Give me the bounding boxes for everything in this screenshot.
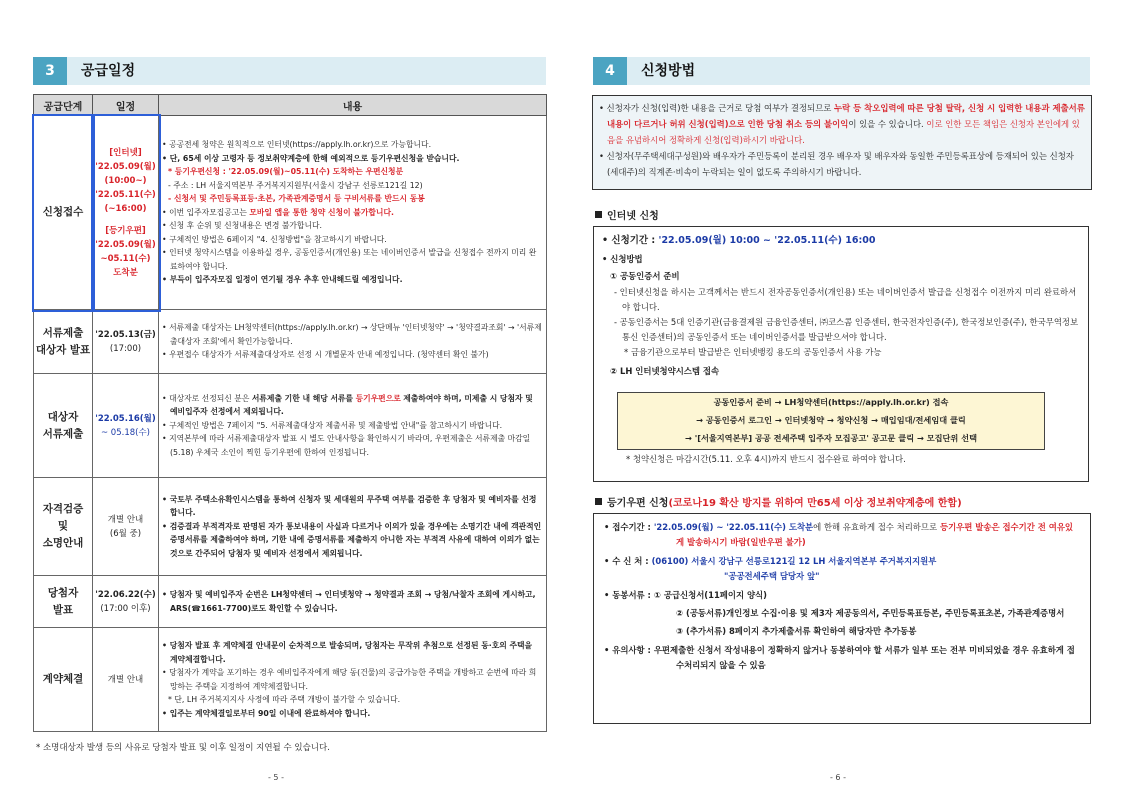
content-line: • 입주는 계약체결일로부터 90일 이내에 완료하셔야 합니다. (162, 707, 542, 721)
date-cell: 개별 안내 (93, 628, 159, 732)
content-line: • 공공전세 청약은 원칙적으로 인터넷(https://apply.lh.or.kr)으로 가능합니다. (162, 138, 542, 152)
internet-section-title: 인터넷 신청 (595, 207, 659, 222)
date-cell: '22.05.13(금) (17:00) (93, 310, 159, 374)
content-cell (159, 478, 547, 576)
mail-period: • 접수기간 : '22.05.09(월) ~ '22.05.11(수) 도착분에 한해 유효하게 접수 처리하므로 등기우편 발송은 접수기간 전 여유있게 발송하시기 바람(일반우편 불가) (604, 522, 1074, 547)
page-number: - 6 - (830, 773, 846, 782)
flow-note: * 청약신청은 마감시간(5.11. 오후 4시)까지 반드시 접수완료 하여야 합니다. (626, 454, 906, 464)
step1-title: ① 공동인증서 준비 (610, 271, 680, 281)
notice-line: • 신청자가 신청(입력)한 내용을 근거로 당첨 여부가 결정되므로 누락 등 착오입력에 따른 당첨 탈락, 신청 시 입력한 내용과 제출서류 내용이 다르거나 허위 신청(입력)으로 인한 당첨 취소 등의 불이익이 있을 수 있습니다. 이로 인한 모든 책임은 신청자 본인에게 있음을 유념하시어 정확하게 신청(입력)하시기 바랍니다. (599, 100, 1085, 148)
content-line: • 부득이 입주자모집 일정이 연기될 경우 추후 안내해드릴 예정입니다. (162, 273, 542, 287)
content-cell (159, 628, 547, 732)
content-line: • 당첨자가 계약을 포기하는 경우 예비입주자에게 해당 동(건물)의 공급가능한 주택을 개방하고 순번에 따라 희망하는 주택을 지정하여 계약체결합니다. (162, 666, 542, 693)
section-number: 3 (33, 57, 67, 85)
stage-cell: 대상자 서류제출 (34, 374, 93, 478)
mail-recipient-line2: "공공전세주택 담당자 앞" (724, 571, 820, 581)
content-line: • 국토부 주택소유확인시스템을 통하여 신청자 및 세대원의 무주택 여부를 검증한 후 당첨자 및 예비자를 선정합니다. (162, 493, 542, 520)
mail-box (593, 513, 1091, 724)
table-row-application (34, 116, 547, 310)
col-header-date: 일정 (93, 95, 159, 116)
col-header-content: 내용 (159, 95, 547, 116)
mail-doc-line: ③ (추가서류) 8페이지 추가제출서류 확인하여 해당자만 추가동봉 (676, 626, 917, 636)
date-internet: [인터넷] '22.05.09(월) (10:00~) '22.05.11(수) (~16:00) (95, 147, 156, 214)
content-line: • 신청 후 순위 및 신청내용은 변경 불가합니다. (162, 219, 542, 233)
mail-doc-line: ② (공동서류)개인정보 수집·이용 및 제3자 제공동의서, 주민등록표등본, 주민등록표초본, 가족관계증명서 (676, 608, 1065, 618)
step2-title: ② LH 인터넷청약시스템 접속 (610, 366, 720, 376)
schedule-table (33, 94, 547, 732)
mail-caution: • 유의사항 : 우편제출한 신청서 작성내용이 정확하지 않거나 동봉하여야 할 서류가 일부 또는 전부 미비되었을 경우 유효하게 접수처리되지 않을 수 있음 (604, 645, 1075, 670)
section-title: 신청방법 (641, 63, 696, 79)
content-line: • 검증결과 부적격자로 판명된 자가 통보내용이 사실과 다르거나 이의가 있을 경우에는 소명기간 내에 객관적인 증명서류를 제출하여야 하며, 기한 내에 증명서류를 제출하지 아니한 자는 부적격 사유에 대하여 이의가 없는 것으로 간주되어 당첨자 및 예비자 선정에서 제외됩니다. (162, 520, 542, 561)
step1-line: - 인터넷신청을 하시는 고객께서는 반드시 전자공동인증서(개인용) 또는 네이버인증서 발급을 신청접수 이전까지 미리 완료하셔야 합니다. (614, 287, 1077, 312)
content-line: • 구체적인 방법은 6페이지 "4. 신청방법"을 참고하시기 바랍니다. (162, 233, 542, 247)
content-cell (159, 576, 547, 628)
content-line: • 대상자로 선정되신 분은 서류제출 기한 내 해당 서류를 등기우편으로 제출하여야 하며, 미제출 시 당첨자 및 예비입주자 선정에서 제외됩니다. (162, 392, 542, 419)
mail-recipient: • 수 신 처 : (06100) 서울시 강남구 선릉로121길 12 LH 서울지역본부 주거복지지원부 (604, 556, 937, 566)
flow-line: → 공동인증서 로그인 → 인터넷청약 → 청약신청 → 매입임대/전세임대 클릭 (696, 415, 966, 425)
square-bullet-icon (595, 498, 602, 505)
date-cell: 개별 안내 (6월 중) (93, 478, 159, 576)
content-line: • 당첨자 발표 후 계약체결 안내문이 순차적으로 발송되며, 당첨자는 무작위 추첨으로 선정된 동·호의 주택을 계약체결합니다. (162, 639, 542, 666)
content-line: • 구체적인 방법은 7페이지 "5. 서류제출대상자 제출서류 및 제출방법 안내"를 참고하시기 바랍니다. (162, 419, 542, 433)
section-title: 공급일정 (81, 63, 136, 79)
stage-cell: 당첨자 발표 (34, 576, 93, 628)
stage-cell: 신청접수 (34, 116, 93, 310)
table-row-winner-announce (34, 576, 547, 628)
content-line: • 우편접수 대상자가 서류제출대상자로 선정 시 개별문자 안내 예정입니다. (청약센터 확인 불가) (162, 348, 542, 362)
content-line: • 인터넷 청약시스템을 이용하실 경우, 공동인증서(개인용) 또는 네이버인증서 발급을 신청접수 전까지 미리 완료하여야 합니다. (162, 246, 542, 273)
access-flow-box (617, 392, 1045, 450)
table-row-eligibility (34, 478, 547, 576)
mail-section-title: 등기우편 신청(코로나19 확산 방지를 위하여 만65세 이상 정보취약계층에 한함) (595, 494, 962, 509)
mail-docs: • 동봉서류 : ① 공급신청서(11페이지 양식) (604, 590, 767, 600)
content-cell (159, 374, 547, 478)
table-header-row (34, 95, 547, 116)
table-row-doc-target-announce (34, 310, 547, 374)
method-line: • 신청방법 (602, 254, 643, 264)
content-line: * 등기우편신청 : '22.05.09(월)~05.11(수) 도착하는 우편신청분 (168, 167, 404, 177)
stage-cell: 서류제출 대상자 발표 (34, 310, 93, 374)
notice-box (592, 95, 1092, 190)
content-line: • 이번 입주자모집공고는 모바일 앱을 통한 청약 신청이 불가합니다. (162, 206, 542, 220)
flow-line: 공동인증서 준비 → LH청약센터(https://apply.lh.or.kr) 접속 (713, 397, 949, 407)
stage-cell: 자격검증 및 소명안내 (34, 478, 93, 576)
content-line: * 단, LH 주거복지지사 사정에 따라 주택 개방이 불가할 수 있습니다. (168, 695, 401, 704)
col-header-stage: 공급단계 (34, 95, 93, 116)
square-bullet-icon (595, 211, 602, 218)
content-cell (159, 116, 547, 310)
footnote: * 소명대상자 발생 등의 사유로 당첨자 발표 및 이후 일정이 지연될 수 있습니다. (36, 743, 330, 753)
content-line: • 당첨자 및 예비입주자 순번은 LH청약센터 → 인터넷청약 → 청약결과 조회 → 당첨/낙찰자 조회에 게시하고, ARS(☎1661-7700)로도 확인할 수 있습니다. (162, 588, 542, 615)
date-registered-mail: [등기우편] '22.05.09(월) ~05.11(수) 도착분 (95, 225, 156, 278)
table-row-doc-submission (34, 374, 547, 478)
step1-note: * 금융기관으로부터 발급받은 인터넷뱅킹 용도의 공동인증서 사용 가능 (624, 347, 882, 357)
period-line: • 신청기간 : '22.05.09(월) 10:00 ~ '22.05.11(수) 16:00 (602, 235, 876, 246)
content-line: - 신청서 및 주민등록표등·초본, 가족관계증명서 등 구비서류를 반드시 동봉 (168, 194, 425, 204)
content-line: • 서류제출 대상자는 LH청약센터(https://apply.lh.or.kr) → 상단메뉴 '인터넷청약' → '청약결과조회' → '서류제출대상자 조회'에서 확인가능합니다. (162, 321, 542, 348)
content-line: • 지역본부에 따라 서류제출대상자 발표 시 별도 안내사항을 확인하시기 바라며, 우편제출은 서류제출 마감일(5.18) 우체국 소인이 찍힌 등기우편에 한하여 인정됩니다. (162, 432, 542, 459)
section-header-application-method (593, 57, 1090, 85)
notice-line: • 신청자(무주택세대구성원)와 배우자가 주민등록이 분리된 경우 배우자 및 배우자와 동일한 주민등록표상에 등재되어 있는 신청자(세대주)의 직계존·비속이 누락되는 일이 없도록 주의하시기 바랍니다. (599, 148, 1085, 180)
section-header-supply-schedule (33, 57, 546, 85)
date-cell: '22.05.16(월) ~ 05.18(수) (93, 374, 159, 478)
date-cell (93, 116, 159, 310)
flow-line: → '[서울지역본부] 공공 전세주택 입주자 모집공고' 공고문 클릭 → 모집단위 선택 (685, 433, 977, 443)
table-row-contract (34, 628, 547, 732)
section-number: 4 (593, 57, 627, 85)
page-number: - 5 - (268, 773, 284, 782)
content-line: - 주소 : LH 서울지역본부 주거복지지원부(서울시 강남구 선릉로121길 12) (168, 180, 423, 190)
step1-line: - 공동인증서는 5대 인증기관(금융결제원 금융인증센터, ㈜코스콤 인증센터, 한국전자인증(주), 한국정보인증(주), 한국무역정보통신 인증센터)의 공동인증서 또는 네이버인증서를 발급받으셔야 합니다. (614, 317, 1079, 342)
content-line: • 단, 65세 이상 고령자 등 정보취약계층에 한해 예외적으로 등기우편신청을 받습니다. (162, 152, 542, 166)
stage-cell: 계약체결 (34, 628, 93, 732)
content-cell (159, 310, 547, 374)
date-cell: '22.06.22(수) (17:00 이후) (93, 576, 159, 628)
